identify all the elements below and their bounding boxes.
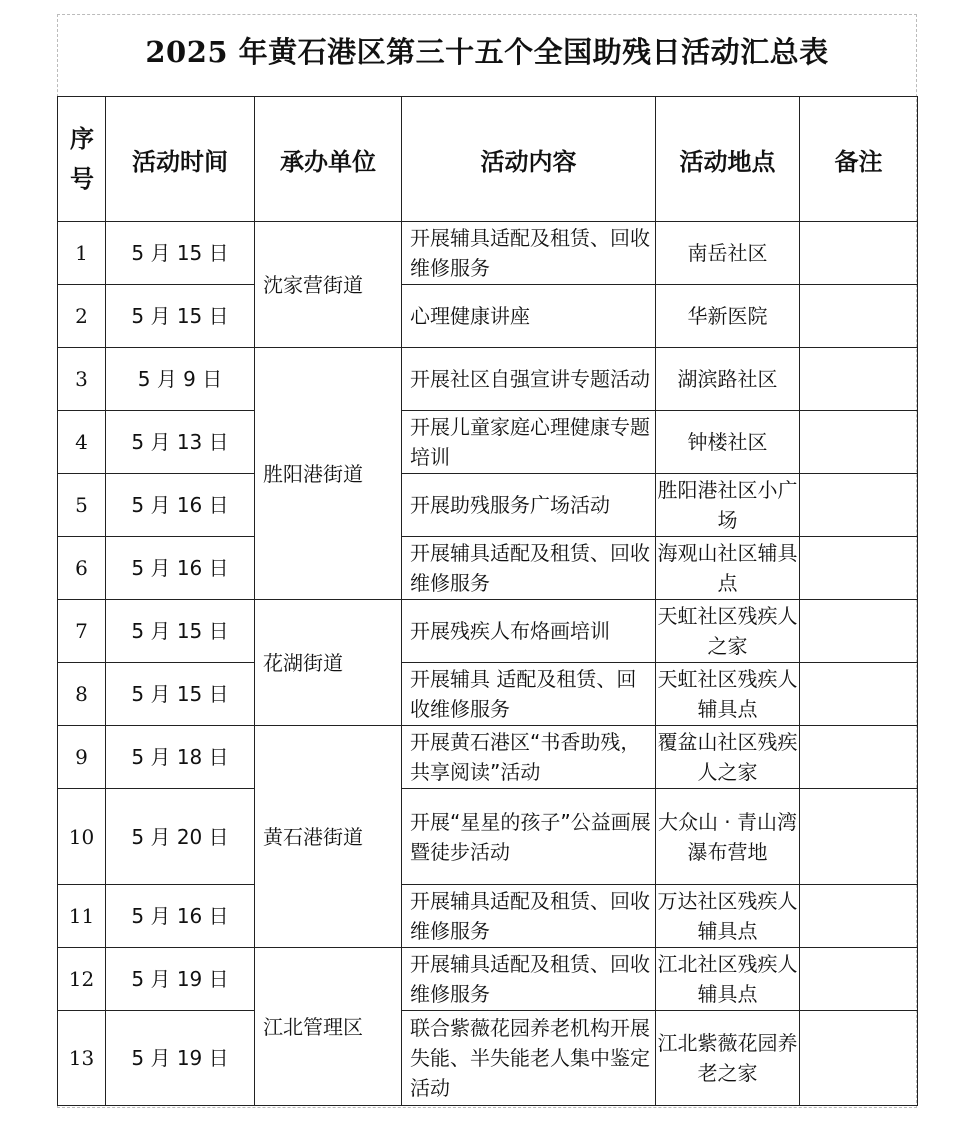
row-note [800, 348, 918, 411]
row-place: 钟楼社区 [656, 411, 800, 474]
row-content: 开展辅具适配及租赁、回收维修服务 [402, 222, 656, 285]
row-note [800, 1011, 918, 1106]
header-note: 备注 [800, 97, 918, 222]
row-seq: 3 [58, 348, 106, 411]
row-time: 5 月 13 日 [106, 411, 255, 474]
table-row [58, 285, 918, 348]
table-row [58, 348, 918, 411]
row-seq: 8 [58, 663, 106, 726]
row-time: 5 月 20 日 [106, 789, 255, 885]
row-place: 大众山 · 青山湾瀑布营地 [656, 789, 800, 885]
row-seq: 10 [58, 789, 106, 885]
row-place: 胜阳港社区小广场 [656, 474, 800, 537]
row-note [800, 222, 918, 285]
row-note [800, 789, 918, 885]
table-row [58, 222, 918, 285]
row-unit: 胜阳港街道 [255, 348, 402, 600]
row-content: 开展“星星的孩子”公益画展暨徒步活动 [402, 789, 656, 885]
table-title: 2025 年黄石港区第三十五个全国助残日活动汇总表 [145, 35, 829, 69]
row-place: 天虹社区残疾人之家 [656, 600, 800, 663]
row-place: 江北紫薇花园养老之家 [656, 1011, 800, 1106]
row-time: 5 月 9 日 [106, 348, 255, 411]
table-row [58, 885, 918, 948]
header-seq: 序号 [58, 97, 106, 222]
row-content: 开展辅具 适配及租赁、回收维修服务 [402, 663, 656, 726]
row-time: 5 月 16 日 [106, 885, 255, 948]
row-note [800, 285, 918, 348]
row-note [800, 885, 918, 948]
table-row [58, 789, 918, 885]
table-row [58, 474, 918, 537]
row-content: 开展儿童家庭心理健康专题培训 [402, 411, 656, 474]
row-time: 5 月 15 日 [106, 600, 255, 663]
row-unit: 花湖街道 [255, 600, 402, 726]
row-content: 开展辅具适配及租赁、回收维修服务 [402, 885, 656, 948]
row-content: 心理健康讲座 [402, 285, 656, 348]
table-row [58, 537, 918, 600]
row-note [800, 411, 918, 474]
row-unit: 江北管理区 [255, 948, 402, 1106]
row-place: 南岳社区 [656, 222, 800, 285]
row-seq: 2 [58, 285, 106, 348]
row-note [800, 948, 918, 1011]
header-place: 活动地点 [656, 97, 800, 222]
row-place: 湖滨路社区 [656, 348, 800, 411]
row-content: 开展残疾人布烙画培训 [402, 600, 656, 663]
row-place: 江北社区残疾人辅具点 [656, 948, 800, 1011]
row-content: 联合紫薇花园养老机构开展失能、半失能老人集中鉴定活动 [402, 1011, 656, 1106]
table-row [58, 726, 918, 789]
row-place: 天虹社区残疾人辅具点 [656, 663, 800, 726]
row-content: 开展辅具适配及租赁、回收维修服务 [402, 948, 656, 1011]
row-note [800, 474, 918, 537]
row-time: 5 月 16 日 [106, 474, 255, 537]
row-seq: 6 [58, 537, 106, 600]
row-content: 开展社区自强宣讲专题活动 [402, 348, 656, 411]
header-row [58, 97, 918, 222]
row-seq: 9 [58, 726, 106, 789]
row-seq: 4 [58, 411, 106, 474]
row-seq: 11 [58, 885, 106, 948]
row-place: 海观山社区辅具点 [656, 537, 800, 600]
row-seq: 12 [58, 948, 106, 1011]
activity-table [57, 96, 918, 1106]
row-time: 5 月 15 日 [106, 285, 255, 348]
header-content: 活动内容 [402, 97, 656, 222]
row-time: 5 月 18 日 [106, 726, 255, 789]
row-time: 5 月 19 日 [106, 1011, 255, 1106]
row-place: 华新医院 [656, 285, 800, 348]
row-note [800, 663, 918, 726]
row-time: 5 月 15 日 [106, 222, 255, 285]
row-note [800, 537, 918, 600]
row-seq: 7 [58, 600, 106, 663]
header-time: 活动时间 [106, 97, 255, 222]
row-seq: 13 [58, 1011, 106, 1106]
row-unit: 黄石港街道 [255, 726, 402, 948]
row-unit: 沈家营街道 [255, 222, 402, 348]
row-content: 开展辅具适配及租赁、回收维修服务 [402, 537, 656, 600]
table-row [58, 948, 918, 1011]
row-time: 5 月 19 日 [106, 948, 255, 1011]
row-seq: 1 [58, 222, 106, 285]
row-note [800, 600, 918, 663]
row-time: 5 月 16 日 [106, 537, 255, 600]
row-note [800, 726, 918, 789]
table-row [58, 663, 918, 726]
row-place: 万达社区残疾人辅具点 [656, 885, 800, 948]
table-row [58, 411, 918, 474]
header-unit: 承办单位 [255, 97, 402, 222]
row-time: 5 月 15 日 [106, 663, 255, 726]
row-content: 开展黄石港区“书香助残，共享阅读”活动 [402, 726, 656, 789]
table-row [58, 600, 918, 663]
row-seq: 5 [58, 474, 106, 537]
row-place: 覆盆山社区残疾人之家 [656, 726, 800, 789]
table-row [58, 1011, 918, 1106]
row-content: 开展助残服务广场活动 [402, 474, 656, 537]
